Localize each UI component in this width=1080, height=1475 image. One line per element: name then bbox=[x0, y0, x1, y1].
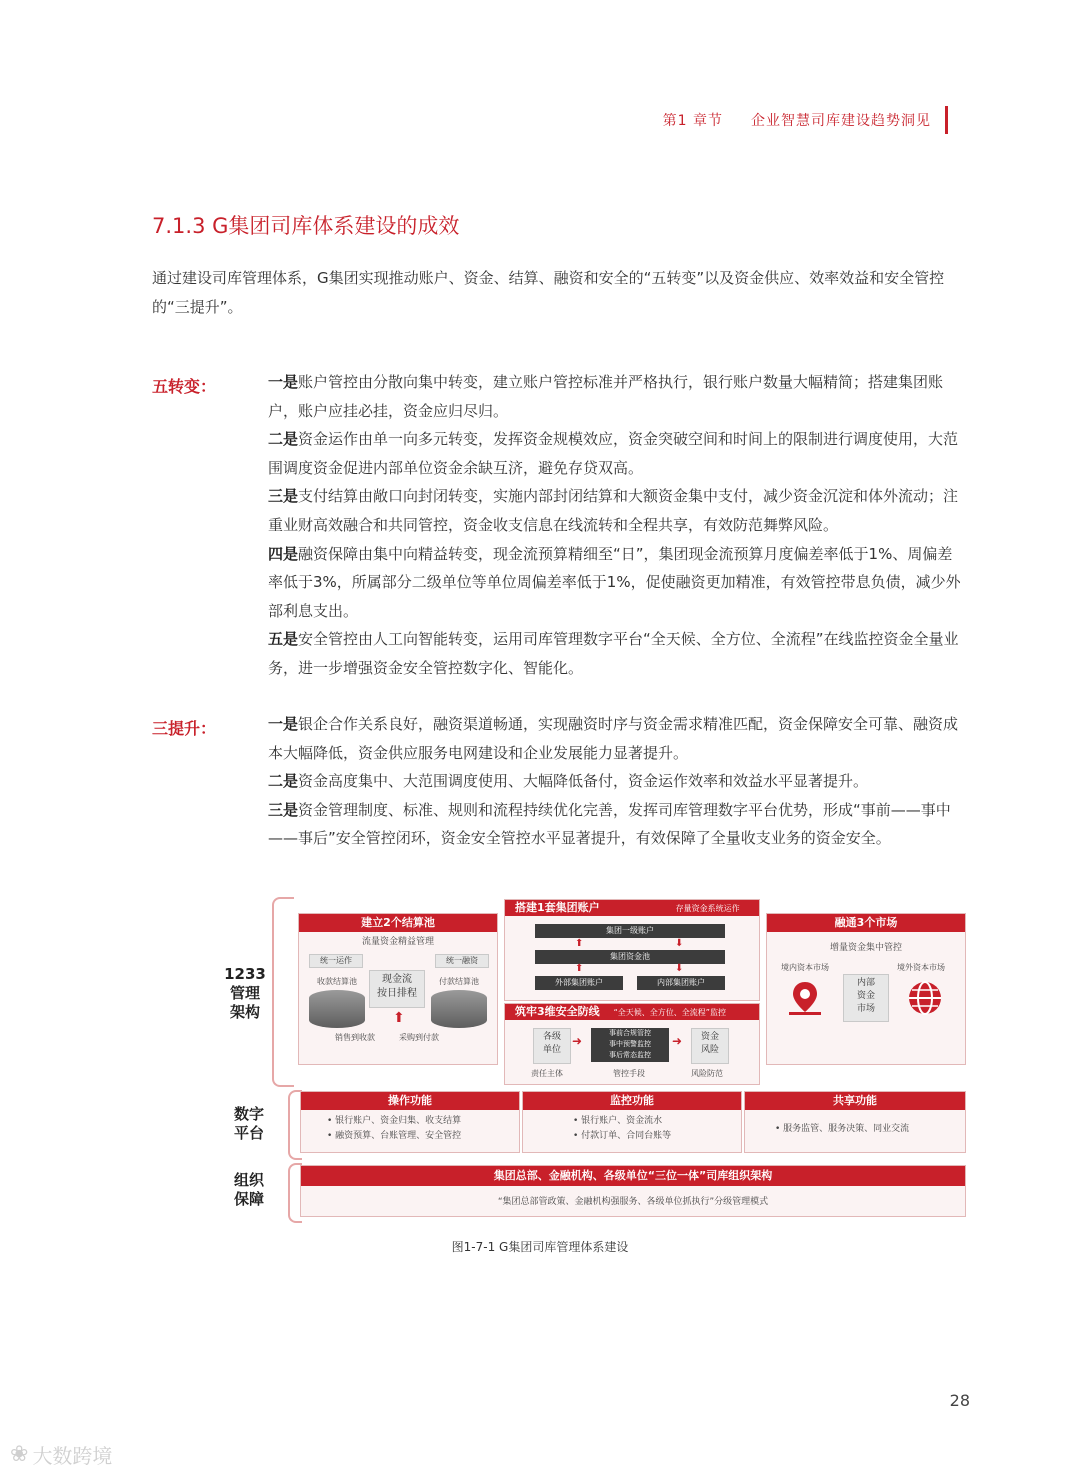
location-pin-icon bbox=[785, 978, 825, 1018]
five-changes-list bbox=[268, 368, 964, 683]
control-means-box: 事前合规管控 事中预警监控 事后常态监控 bbox=[591, 1028, 669, 1062]
three-improvements-list bbox=[268, 710, 964, 853]
chapter-title: 企业智慧司库建设趋势洞见 bbox=[751, 113, 931, 129]
list-item: 二是资金运作由单一向多元转变，发挥资金规模效应，资金突破空间和时间上的限制进行调度使用，大范围调度资金促进内部单位资金余缺互济，避免存贷双高。 bbox=[268, 430, 959, 477]
account-pool: 集团资金池 bbox=[535, 950, 725, 964]
arrow-up-icon: ⬆ bbox=[575, 938, 584, 949]
running-header bbox=[663, 106, 948, 134]
three-improvements-label: 三提升： bbox=[152, 719, 217, 738]
list-item: 三是资金管理制度、标准、规则和流程持续优化完善，发挥司库管理数字平台优势，形成“事前——事中——事后”安全管控闭环，资金安全管控水平显著提升，有效保障了全量收支业务的资金安全。 bbox=[268, 800, 951, 848]
panel-title: 融通3个市场 bbox=[767, 914, 965, 932]
cylinder-icon bbox=[309, 990, 365, 1028]
internal-account: 内部集团账户 bbox=[637, 976, 725, 990]
market-label: 境内资本市场 bbox=[781, 963, 829, 972]
tag-unified-operation: 统一运作 bbox=[309, 954, 363, 968]
platform-line: • 融资预算、台账管理、安全管控 bbox=[327, 1131, 462, 1141]
panel-title: 筑牢3维安全防线 “全天候、全方位、全流程”监控 bbox=[505, 1004, 759, 1020]
row-label-platform: 数字 平台 bbox=[233, 1105, 264, 1142]
globe-icon bbox=[905, 978, 945, 1018]
system-diagram bbox=[222, 893, 966, 1223]
panel-title: 建立2个结算池 bbox=[299, 914, 497, 932]
org-desc: “集团总部管政策、金融机构强服务、各级单位抓执行”分级管理模式 bbox=[497, 1197, 769, 1207]
caption-label: 风险防范 bbox=[691, 1069, 723, 1078]
risk-box: 资金 风险 bbox=[691, 1028, 729, 1064]
tag-unified-financing: 统一融资 bbox=[435, 954, 489, 968]
list-item: 四是融资保障由集中向精益转变，现金流预算精细至“日”，集团现金流预算月度偏差率低于1%、周偏差率低于3%，所属部分二级单位等单位周偏差率低于1%，促使融资更加精准，有效管控带息负债，减少外部利息支出。 bbox=[268, 544, 961, 620]
three-markets-panel bbox=[766, 913, 966, 1065]
flow-label: 采购到付款 bbox=[399, 1033, 439, 1042]
arrow-down-icon: ⬇ bbox=[675, 938, 684, 949]
settlement-pool-panel bbox=[298, 913, 498, 1065]
watermark bbox=[10, 1440, 112, 1469]
units-box: 各级 单位 bbox=[533, 1028, 571, 1064]
bracket bbox=[272, 897, 294, 1087]
list-item: 三是支付结算由敞口向封闭转变，实施内部封闭结算和大额资金集中支付，减少资金沉淀和体外流动；注重业财高效融合和共同管控，资金收支信息在线流转和全程共享，有效防范舞弊风险。 bbox=[268, 487, 959, 534]
platform-title: 监控功能 bbox=[523, 1092, 741, 1110]
caption-label: 管控手段 bbox=[613, 1069, 645, 1078]
platform-line: • 付款订单、合同台账等 bbox=[573, 1131, 672, 1141]
row-label-org: 组织 保障 bbox=[233, 1171, 264, 1208]
account-level1: 集团一级账户 bbox=[535, 924, 725, 938]
platform-title: 操作功能 bbox=[301, 1092, 519, 1110]
five-changes-label: 五转变： bbox=[152, 377, 217, 396]
section-title: 7.1.3 G集团司库体系建设的成效 bbox=[152, 214, 460, 238]
page-number: 28 bbox=[949, 1391, 970, 1410]
platform-sharing bbox=[744, 1091, 966, 1153]
panel-subtitle: 增量资金集中管控 bbox=[829, 943, 902, 953]
security-defense-panel bbox=[504, 1003, 760, 1085]
arrow-right-icon: ➜ bbox=[672, 1034, 683, 1048]
internal-market-box: 内部 资金 市场 bbox=[843, 974, 889, 1022]
platform-line: • 服务监管、服务决策、同业交流 bbox=[775, 1124, 910, 1134]
list-item: 一是银企合作关系良好，融资渠道畅通，实现融资时序与资金需求精准匹配，资金保障安全可靠、融资成本大幅降低，资金供应服务电网建设和企业发展能力显著提升。 bbox=[268, 715, 959, 762]
list-item: 五是安全管控由人工向智能转变，运用司库管理数字平台“全天候、全方位、全流程”在线监控资金全量业务，进一步增强资金安全管控数字化、智能化。 bbox=[268, 630, 959, 677]
panel-subtitle: 流量资金精益管理 bbox=[361, 937, 434, 947]
org-title: 集团总部、金融机构、各级单位“三位一体”司库组织架构 bbox=[301, 1166, 965, 1186]
watermark-logo-icon: ❀ bbox=[10, 1442, 29, 1467]
chapter-label: 第1 章节 bbox=[662, 113, 723, 129]
watermark-text: 大数跨境 bbox=[32, 1444, 113, 1468]
platform-line: • 银行账户、资金流水 bbox=[573, 1116, 663, 1126]
row-label-architecture: 1233 管理 架构 bbox=[224, 965, 266, 1021]
intro-paragraph: 通过建设司库管理体系，G集团实现推动账户、资金、结算、融资和安全的“五转变”以及资金供应、效率效益和安全管控的“三提升”。 bbox=[152, 269, 945, 316]
platform-line: • 银行账户、资金归集、收支结算 bbox=[327, 1116, 462, 1126]
list-item: 一是账户管控由分散向集中转变，建立账户管控标准并严格执行，银行账户数量大幅精简；搭建集团账户，账户应挂必挂，资金应归尽归。 bbox=[268, 373, 944, 420]
group-account-panel bbox=[504, 899, 760, 1001]
caption-label: 责任主体 bbox=[531, 1069, 563, 1078]
flow-label: 销售到收款 bbox=[335, 1033, 375, 1042]
platform-title: 共享功能 bbox=[745, 1092, 965, 1110]
cylinder-label: 收款结算池 bbox=[317, 977, 357, 986]
platform-monitoring bbox=[522, 1091, 742, 1153]
cylinder-label: 付款结算池 bbox=[439, 977, 479, 986]
arrow-right-icon: ➜ bbox=[572, 1034, 583, 1048]
panel-title: 搭建1套集团账户 存量资金系统运作 bbox=[505, 900, 759, 916]
external-account: 外部集团账户 bbox=[535, 976, 623, 990]
header-bar bbox=[945, 106, 948, 134]
market-label: 境外资本市场 bbox=[897, 963, 945, 972]
platform-operation bbox=[300, 1091, 520, 1153]
cashflow-schedule-box: 现金流 按日排程 bbox=[369, 970, 425, 1008]
arrow-down-icon: ⬇ bbox=[675, 963, 684, 974]
org-structure bbox=[300, 1165, 966, 1217]
figure-caption: 图1-7-1 G集团司库管理体系建设 bbox=[451, 1240, 629, 1254]
arrow-up-icon: ⬆ bbox=[575, 963, 584, 974]
arrow-up-icon: ⬆ bbox=[393, 1010, 405, 1026]
list-item: 二是资金高度集中、大范围调度使用、大幅降低备付，资金运作效率和效益水平显著提升。 bbox=[268, 772, 869, 791]
cylinder-icon bbox=[431, 990, 487, 1028]
